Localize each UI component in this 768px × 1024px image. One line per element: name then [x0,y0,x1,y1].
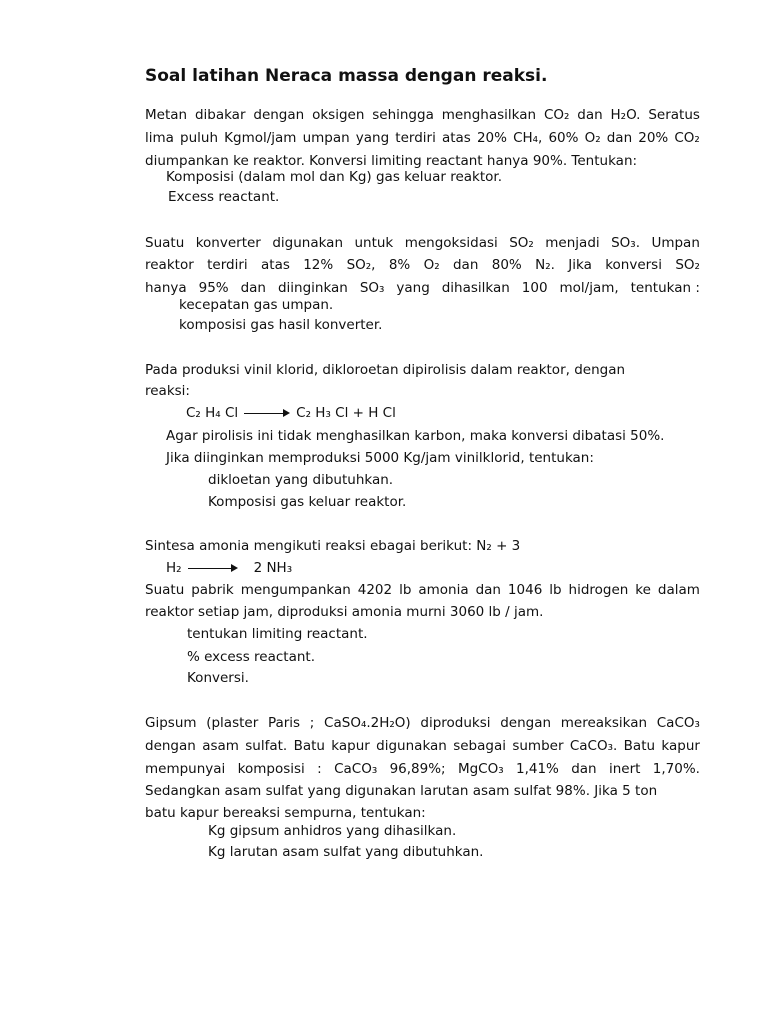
word: dihasilkan [441,280,510,296]
p4-reactant: H₂ [166,560,182,576]
word: sehingga [372,107,434,123]
p4-item-1: tentukan limiting reactant. [187,626,368,642]
p2-item-1: kecepatan gas umpan. [179,297,334,313]
word: dan [571,761,597,777]
p1-item-1: Komposisi (dalam mol dan Kg) gas keluar reaktor. [166,169,503,185]
word: terdiri [207,257,248,273]
word: sebagai [453,738,506,754]
word: : [317,761,322,777]
word: hidrogen [568,582,629,598]
p1-line-3: diumpankan ke reaktor. Konversi limiting reactant hanya 90%. Tentukan: [145,153,638,169]
word: yang [396,280,430,296]
word: hanya [145,280,187,296]
word: CaCO₃ [334,761,378,777]
word: CaCO₃. [569,738,618,754]
word: 20% [638,130,669,146]
word: untuk [354,235,394,251]
p1-item-2: Excess reactant. [168,189,280,205]
word: dengan [500,715,552,731]
p4-line-2 [145,580,700,600]
word: terdiri [395,130,436,146]
p2-line-1 [145,233,700,253]
p5-line-4: Sedangkan asam sulfat yang digunakan larutan asam sulfat 98%. Jika 5 ton [145,783,658,799]
word: 4202 [357,582,393,598]
word: 60% [548,130,579,146]
word: oksigen [312,107,365,123]
word: mempunyai [145,761,226,777]
word: dengan [253,107,305,123]
word: digunakan [272,235,343,251]
word: Suatu [145,235,185,251]
word: CO₂ [674,130,700,146]
p4-product: 2 NH₃ [253,560,293,576]
word: 80% [491,257,522,273]
word: Umpan [651,235,700,251]
p4-item-2: % excess reactant. [187,649,315,665]
word: yang [355,130,390,146]
word: 1,41% [515,761,559,777]
word: CaSO₄.2H₂O) [324,715,411,731]
word: dan [452,257,479,273]
word: mereaksikan [560,715,648,731]
word: SO₂, [346,257,376,273]
word: mengoksidasi [404,235,498,251]
word: dalam [657,582,700,598]
word: digunakan [376,738,447,754]
p2-line-2 [145,255,700,275]
word: N₂. [535,257,555,273]
p3-reactant: C₂ H₄ Cl [186,405,239,421]
word: ; [309,715,315,731]
word: amonia [418,582,469,598]
word: 95% [198,280,229,296]
word: sumber [512,738,564,754]
p5-line-2 [145,736,700,756]
word: sulfat. [245,738,288,754]
word: (plaster [206,715,259,731]
word: mol/jam, [559,280,619,296]
word: konverter [195,235,261,251]
word: reaktor [145,257,194,273]
word: menjadi [545,235,600,251]
p3-products: C₂ H₃ Cl + H Cl [296,405,396,421]
word: 8% [388,257,411,273]
word: CH₄, [513,130,543,146]
p5-item-1: Kg gipsum anhidros yang dihasilkan. [208,823,457,839]
word: puluh [180,130,219,146]
word: dan [475,582,501,598]
p1-line-1 [145,105,700,125]
word: asam [202,738,239,754]
word: 20% [476,130,507,146]
word: Seratus [648,107,700,123]
word: 12% [303,257,334,273]
word: dengan [145,738,196,754]
word: dan [606,130,633,146]
word: Batu [293,738,325,754]
p1-line-2 [145,128,700,148]
p4-line-1: Sintesa amonia mengikuti reaksi ebagai berikut: N₂ + 3 [145,538,521,554]
word: konversi [605,257,662,273]
reaction-arrow-icon [244,408,290,418]
p3-item-2: Komposisi gas keluar reaktor. [208,494,407,510]
word: kapur [661,738,700,754]
word: atas [261,257,290,273]
word: lb [549,582,562,598]
word: CO₂ [543,107,570,123]
word: 1,70%. [652,761,700,777]
word: lb [399,582,412,598]
p5-line-3 [145,759,700,779]
p4-line-3: reaktor setiap jam, diproduksi amonia murni 3060 lb / jam. [145,604,544,620]
p2-item-2: komposisi gas hasil konverter. [179,317,383,333]
word: diinginkan [277,280,348,296]
p3-reaction [186,403,396,423]
word: Kgmol/jam [224,130,297,146]
word: atas [441,130,471,146]
page-title: Soal latihan Neraca massa dengan reaksi. [145,66,548,86]
word: pabrik [191,582,234,598]
word: dan [240,280,266,296]
word: 96,89%; [389,761,446,777]
word: Metan [145,107,188,123]
word: dibakar [194,107,246,123]
p3-line-4: Jika diinginkan memproduksi 5000 Kg/jam vinilklorid, tentukan: [166,450,594,466]
p4-reaction [166,558,292,578]
word: Batu [623,738,656,754]
word: SO₃ [359,280,385,296]
word: Suatu [145,582,185,598]
word: Gipsum [145,715,197,731]
word: menghasilkan [441,107,537,123]
p3-line-2: reaksi: [145,383,190,399]
word: H₂O. [610,107,641,123]
p3-item-1: dikloetan yang dibutuhkan. [208,472,394,488]
word: kapur [331,738,370,754]
word: diproduksi [420,715,491,731]
p3-line-1: Pada produksi vinil klorid, dikloroetan dipirolisis dalam reaktor, dengan [145,362,626,378]
word: tentukan : [630,280,700,296]
p5-line-5: batu kapur bereaksi sempurna, tentukan: [145,805,426,821]
word: Paris [267,715,301,731]
word: O₂ [584,130,601,146]
word: inert [608,761,641,777]
word: O₂ [423,257,440,273]
word: ke [635,582,651,598]
word: 1046 [507,582,543,598]
p3-line-3: Agar pirolisis ini tidak menghasilkan karbon, maka konversi dibatasi 50%. [166,428,665,444]
word: SO₂ [509,235,534,251]
p5-item-2: Kg larutan asam sulfat yang dibutuhkan. [208,844,484,860]
word: SO₂ [675,257,700,273]
word: komposisi [237,761,305,777]
word: CaCO₃ [656,715,700,731]
word: umpan [302,130,350,146]
word: SO₃. [611,235,640,251]
word: lima [145,130,174,146]
word: mengumpankan [240,582,351,598]
reaction-arrow-icon [188,563,238,573]
word: 100 [521,280,548,296]
word: dan [577,107,603,123]
p5-line-1 [145,713,700,733]
p4-item-3: Konversi. [187,670,249,686]
word: MgCO₃ [457,761,504,777]
word: Jika [568,257,592,273]
